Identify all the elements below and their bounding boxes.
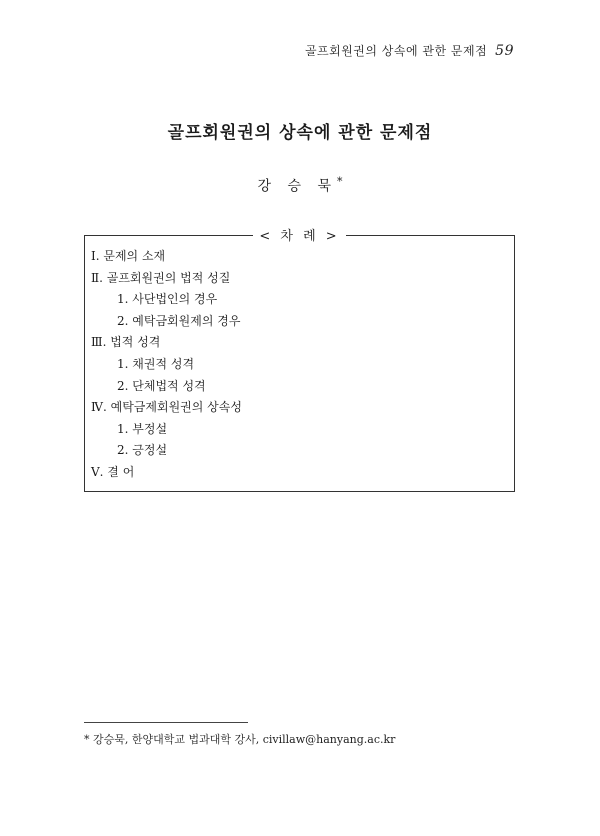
toc-item: 1. 부정설 [117,421,168,436]
toc-item: 2. 긍정설 [117,443,168,458]
article-title: 골프회원권의 상속에 관한 문제점 [167,123,433,143]
toc-item: 1. 채권적 성격 [117,356,195,371]
angle-right-icon: > [325,229,340,244]
running-header [305,42,514,59]
toc-label: 차 례 [280,229,319,244]
toc-item: 2. 단체법적 성격 [117,378,206,393]
running-title: 골프회원권의 상속에 관한 문제점 [304,44,488,58]
toc-label-wrap [253,229,345,244]
toc-label-container [85,225,514,244]
table-of-contents [84,229,515,492]
author-footnote-mark: * [336,175,343,188]
toc-list [91,246,242,484]
author-line [0,175,600,196]
toc-item: Ⅲ. 법적 성격 [91,335,161,350]
toc-item: Ⅰ. 문제의 소재 [91,249,166,263]
toc-item: Ⅱ. 골프회원권의 법적 성질 [91,270,231,285]
angle-left-icon: < [259,229,274,244]
footnote-divider [84,722,248,723]
page-number: 59 [495,43,514,59]
author-name: 강 승 묵 [257,178,337,195]
toc-item: Ⅳ. 예탁금제회원권의 상속성 [91,400,242,415]
footnote: * 강승묵, 한양대학교 법과대학 강사, civillaw@hanyang.ac.kr [84,733,396,746]
toc-item: 1. 사단법인의 경우 [117,292,218,307]
toc-item: Ⅴ. 결 어 [91,464,135,479]
toc-item: 2. 예탁금회원제의 경우 [117,313,241,328]
